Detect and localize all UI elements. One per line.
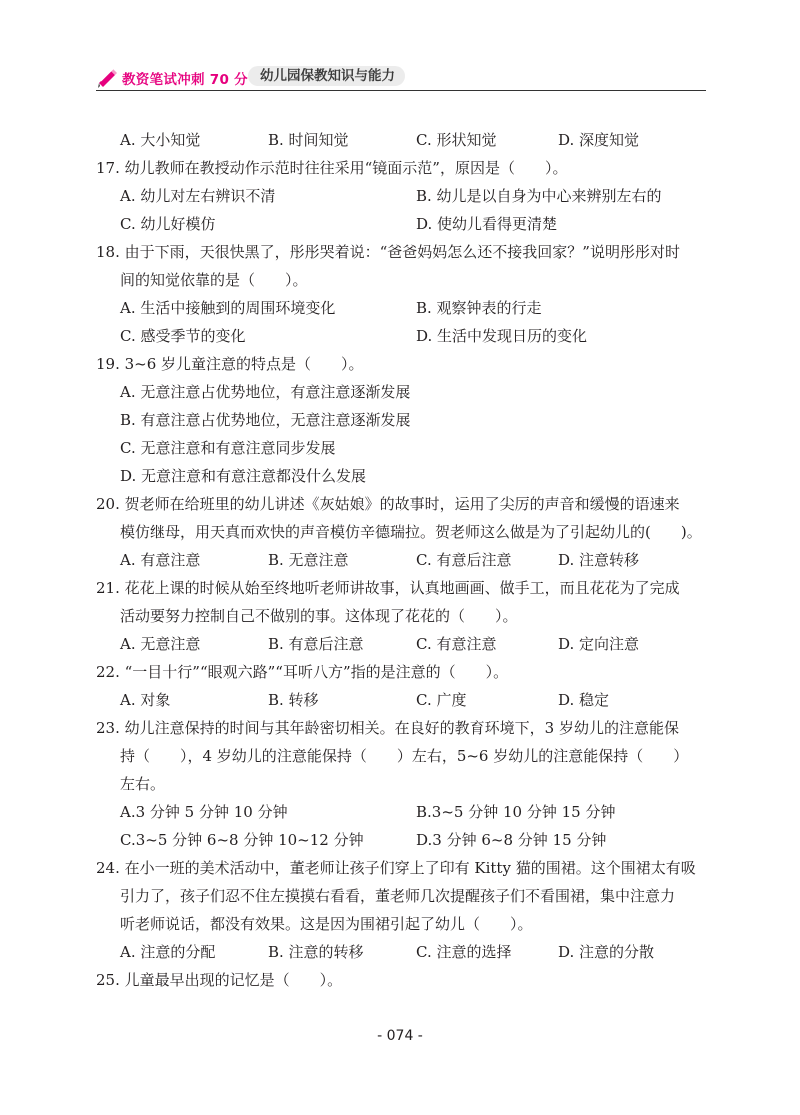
answer-option: C. 幼儿好模仿 (120, 215, 216, 233)
series-title: 教资笔试冲刺 70 分 (122, 72, 248, 88)
answer-option: C. 感受季节的变化 (120, 327, 246, 345)
question-stem: 23. 幼儿注意保持的时间与其年龄密切相关。在良好的教育环境下，3 岁幼儿的注意能保 (96, 719, 679, 737)
answer-option: A. 大小知觉 (120, 131, 201, 149)
question-text: D. 无意注意和有意注意都没什么发展 (120, 467, 367, 485)
answer-option: C. 广度 (416, 691, 467, 709)
answer-option: B. 转移 (268, 691, 319, 709)
answer-option: D. 生活中发现日历的变化 (416, 327, 588, 345)
answer-option: A. 生活中接触到的周围环境变化 (120, 299, 336, 317)
subject-tag: 幼儿园保教知识与能力 (248, 66, 405, 86)
question-text: 左右。 (120, 775, 166, 793)
question-text: A. 无意注意占优势地位，有意注意逐渐发展 (120, 383, 411, 401)
answer-option: A. 无意注意 (120, 635, 201, 653)
answer-option: D. 定向注意 (558, 635, 640, 653)
answer-option: D.3 分钟 6~8 分钟 15 分钟 (416, 831, 607, 849)
answer-option: B. 无意注意 (268, 551, 349, 569)
question-text: 间的知觉依靠的是（ ）。 (120, 271, 308, 289)
question-stem: 18. 由于下雨，天很快黑了，彤彤哭着说：“爸爸妈妈怎么还不接我回家？”说明彤彤对时 (96, 243, 680, 261)
option-row (96, 630, 706, 658)
question-stem: 19. 3~6 岁儿童注意的特点是（ ）。 (96, 355, 364, 373)
answer-option: A. 有意注意 (120, 551, 201, 569)
option-row (96, 798, 706, 826)
option-row (96, 938, 706, 966)
answer-option: C.3~5 分钟 6~8 分钟 10~12 分钟 (120, 831, 364, 849)
pencil-icon (96, 66, 118, 88)
answer-option: D. 使幼儿看得更清楚 (416, 215, 558, 233)
option-row (96, 210, 706, 238)
answer-option: D. 稳定 (558, 691, 610, 709)
option-row (96, 546, 706, 574)
option-row (96, 826, 706, 854)
answer-option: C. 形状知觉 (416, 131, 497, 149)
question-text: 持（ ），4 岁幼儿的注意能保持（ ）左右，5~6 岁幼儿的注意能保持（ ） (120, 747, 689, 765)
question-text: 引力了，孩子们忍不住左摸摸右看看，董老师几次提醒孩子们不看围裙，集中注意力 (120, 887, 676, 905)
answer-option: C. 有意注意 (416, 635, 497, 653)
answer-option: C. 有意后注意 (416, 551, 512, 569)
question-text: 模仿继母，用天真而欢快的声音模仿辛德瑞拉。贺老师这么做是为了引起幼儿的( )。 (120, 523, 702, 541)
header-divider (96, 90, 706, 91)
answer-option: D. 深度知觉 (558, 131, 640, 149)
option-row (96, 294, 706, 322)
answer-option: A. 幼儿对左右辨识不清 (120, 187, 276, 205)
answer-option: B.3~5 分钟 10 分钟 15 分钟 (416, 803, 616, 821)
question-stem: 22. “一目十行”“眼观六路”“耳听八方”指的是注意的（ ）。 (96, 663, 509, 681)
question-stem: 20. 贺老师在给班里的幼儿讲述《灰姑娘》的故事时，运用了尖厉的声音和缓慢的语速来 (96, 495, 680, 513)
page-header (96, 66, 706, 92)
answer-option: B. 时间知觉 (268, 131, 349, 149)
answer-option: A. 注意的分配 (120, 943, 216, 961)
answer-option: A.3 分钟 5 分钟 10 分钟 (120, 803, 288, 821)
question-text: 听老师说话，都没有效果。这是因为围裙引起了幼儿（ ）。 (120, 915, 533, 933)
answer-option: D. 注意的分散 (558, 943, 655, 961)
question-text: 活动要努力控制自己不做别的事。这体现了花花的（ ）。 (120, 607, 518, 625)
option-row (96, 182, 706, 210)
question-stem: 24. 在小一班的美术活动中，董老师让孩子们穿上了印有 Kitty 猫的围裙。这个围裙太有吸 (96, 859, 696, 877)
question-text: B. 有意注意占优势地位，无意注意逐渐发展 (120, 411, 411, 429)
question-stem: 21. 花花上课的时候从始至终地听老师讲故事，认真地画画、做手工，而且花花为了完成 (96, 579, 680, 597)
option-row (96, 686, 706, 714)
answer-option: D. 注意转移 (558, 551, 640, 569)
answer-option: A. 对象 (120, 691, 171, 709)
answer-option: B. 注意的转移 (268, 943, 364, 961)
answer-option: B. 观察钟表的行走 (416, 299, 542, 317)
answer-option: C. 注意的选择 (416, 943, 512, 961)
question-list (96, 126, 706, 994)
question-text: C. 无意注意和有意注意同步发展 (120, 439, 336, 457)
option-row (96, 322, 706, 350)
answer-option: B. 幼儿是以自身为中心来辨别左右的 (416, 187, 662, 205)
question-stem: 25. 儿童最早出现的记忆是（ ）。 (96, 971, 343, 989)
answer-option: B. 有意后注意 (268, 635, 364, 653)
option-row (96, 126, 706, 154)
page-number: - 074 - (377, 1028, 423, 1044)
question-stem: 17. 幼儿教师在教授动作示范时往往采用“镜面示范”，原因是（ ）。 (96, 159, 568, 177)
